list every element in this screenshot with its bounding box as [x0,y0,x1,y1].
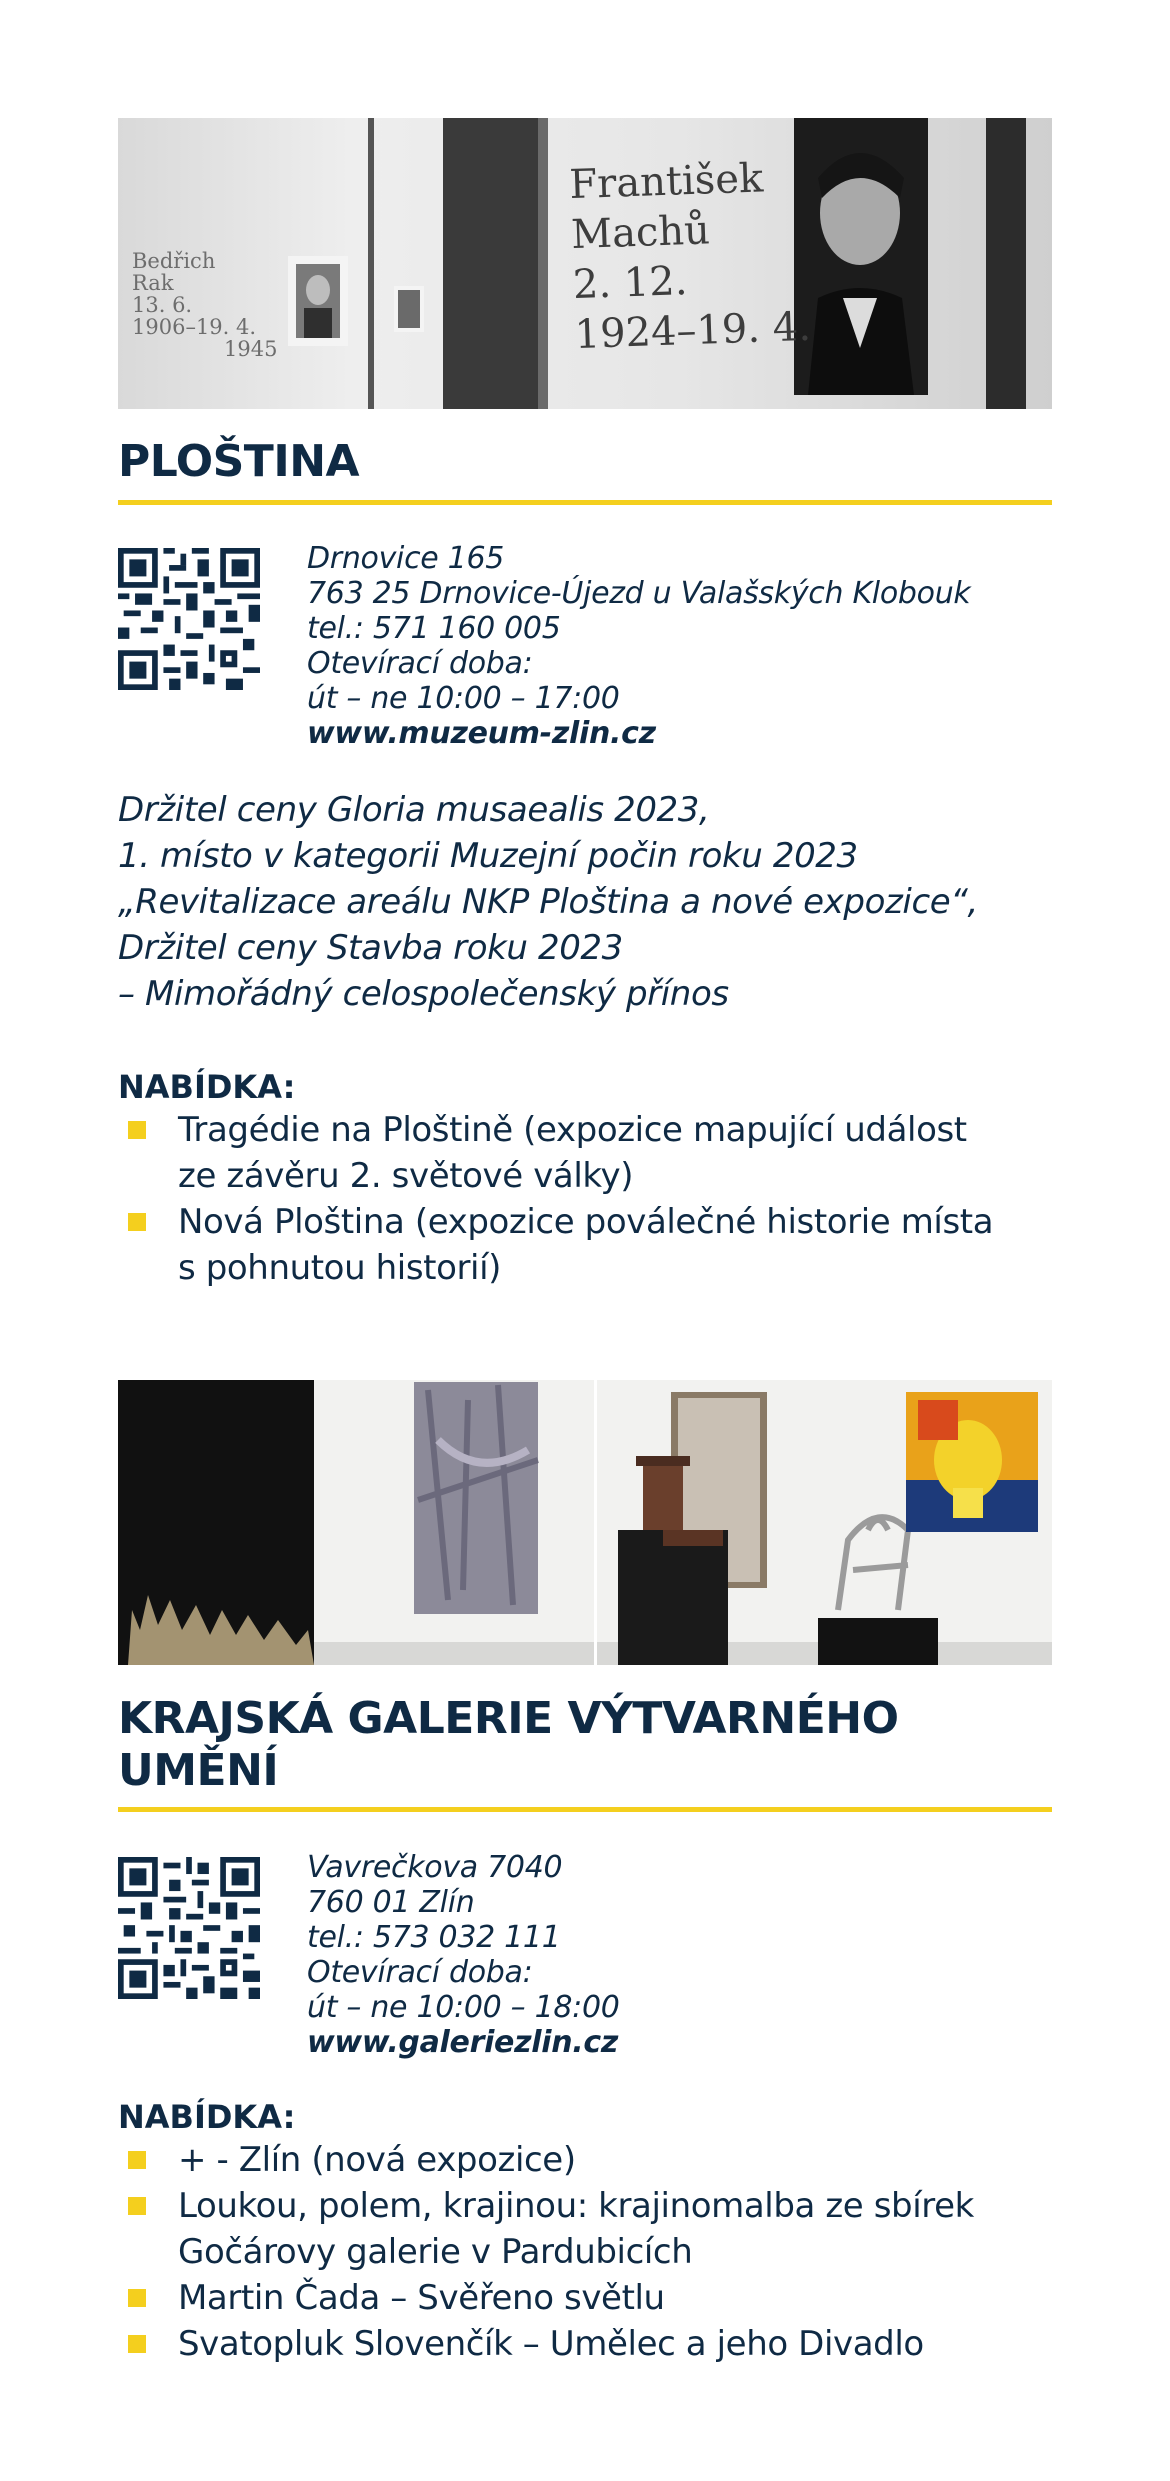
plostina-contact [307,541,971,751]
plostina-title-rule [118,500,1052,505]
list-item: Tragédie na Ploštině (expozice mapující událost ze závěru 2. světové války) [118,1107,1052,1199]
list-item: Nová Ploština (expozice poválečné historie místa s pohnutou historií) [118,1199,1052,1291]
plostina-section [118,0,1052,1320]
address-line-1: Vavrečkova 7040 [307,1850,563,1885]
website-link[interactable]: www.galeriezlin.cz [307,2025,619,2060]
plostina-photo [118,118,1052,409]
gallery-photo-graphic [118,1380,1052,1665]
opening-hours-label: Otevírací doba: [307,1955,533,1990]
offer-list [118,2137,1052,2367]
website-link[interactable]: www.muzeum-zlin.cz [307,716,656,751]
list-item: Martin Čada – Svěřeno světlu [118,2275,1052,2321]
qr-code-icon[interactable] [118,1857,260,1999]
memorial-caption-left: Bedřich Rak 13. 6. 1906–19. 4. 1945 [132,249,278,361]
list-item: Svatopluk Slovenčík – Umělec a jeho Divadlo [118,2321,1052,2367]
opening-hours: út – ne 10:00 – 17:00 [307,681,620,716]
memorial-caption-right: František Machů 2. 12. 1924–19. 4. [568,155,812,359]
list-item: Loukou, polem, krajinou: krajinomalba ze sbírek Gočárovy galerie v Pardubicích [118,2183,1052,2275]
qr-code-icon[interactable] [118,548,260,690]
square-bullet-icon [128,1213,146,1231]
galerie-photo [118,1380,1052,1665]
square-bullet-icon [128,2197,146,2215]
opening-hours: út – ne 10:00 – 18:00 [307,1990,620,2025]
offer-heading: NABÍDKA: [118,2098,296,2136]
address-line-2: 763 25 Drnovice-Újezd u Valašských Klobouk [307,576,971,611]
phone: tel.: 573 032 111 [307,1920,561,1955]
galerie-contact [307,1850,620,2060]
opening-hours-label: Otevírací doba: [307,646,533,681]
plostina-title: PLOŠTINA [118,436,360,487]
award-text: Držitel ceny Gloria musaealis 2023, 1. místo v kategorii Muzejní počin roku 2023 „Revitalizace areálu NKP Ploština a nové expozice“, Držitel ceny Stavba roku 2023 – Mimořádný celospolečenský přínos [118,790,978,1014]
offer-heading: NABÍDKA: [118,1068,296,1106]
square-bullet-icon [128,2151,146,2169]
galerie-title: KRAJSKÁ GALERIE VÝTVARNÉHO UMĚNÍ [118,1693,899,1796]
address-line-2: 760 01 Zlín [307,1885,475,1920]
offer-list [118,1107,1052,1291]
address-line-1: Drnovice 165 [307,541,505,576]
list-item: + - Zlín (nová expozice) [118,2137,1052,2183]
square-bullet-icon [128,2289,146,2307]
galerie-section [118,1380,1052,2481]
square-bullet-icon [128,2335,146,2353]
phone: tel.: 571 160 005 [307,611,561,646]
galerie-title-rule [118,1807,1052,1812]
square-bullet-icon [128,1121,146,1139]
